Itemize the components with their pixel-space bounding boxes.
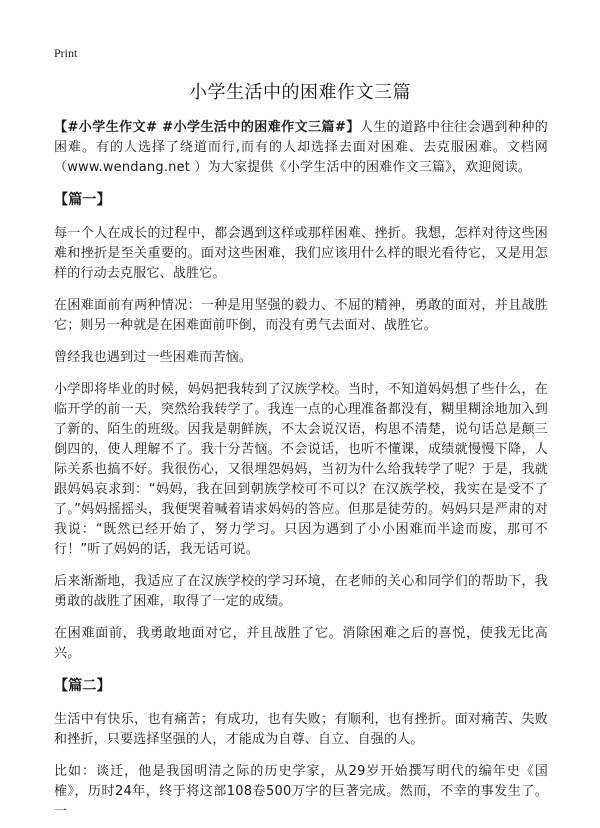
print-link[interactable]: Print (54, 46, 78, 60)
intro-tag: 【#小学生作文# #小学生活中的困难作文三篇#】 (54, 120, 360, 135)
intro-paragraph (54, 118, 548, 178)
paragraph: 在困难面前，我勇敢地面对它，并且战胜了它。消除困难之后的喜悦，使我无比高兴。 (54, 626, 548, 661)
section-heading-1: 【篇一】 (54, 192, 111, 208)
paragraph: 比如：谈迁，他是我国明清之际的历史学家，从29岁开始撰写明代的编年史《国榷》，历时24年，终于将这部108卷500万字的巨著完成。然而，不幸的事发生了。一 (54, 764, 548, 819)
paragraph: 后来渐渐地，我适应了在汉族学校的学习环境，在老师的关心和同学们的帮助下，我勇敢的战胜了困难，取得了一定的成绩。 (54, 574, 548, 609)
section-heading-2: 【篇二】 (54, 678, 111, 694)
paragraph: 每一个人在成长的过程中，都会遇到这样或那样困难、挫折。我想，怎样对待这些困难和挫折是至关重要的。面对这些困难，我们应该用什么样的眼光看待它，又是用怎样的行动去克服它、战胜它。 (54, 226, 548, 281)
paragraph: 生活中有快乐，也有痛苦；有成功，也有失败；有顺利，也有挫折。面对痛苦、失败和挫折，只要选择坚强的人，才能成为自尊、自立、自强的人。 (54, 712, 548, 747)
paragraph: 曾经我也遇到过一些困难而苦恼。 (54, 350, 253, 365)
paragraph: 小学即将毕业的时候，妈妈把我转到了汉族学校。当时，不知道妈妈想了些什么，在临开学的前一天，突然给我转学了。我连一点的心理准备都没有，糊里糊涂地加入到了新的、陌生的班级。因我是朝鲜族，不太会说汉语，构思不清楚，说句话总是颠三倒四的，使人理解不了。我十分苦恼。不会说话，也听不懂课，成绩就慢慢下降，人际关系也搞不好。我很伤心，又很埋怨妈妈，当初为什么给我转学了呢？于是，我就跟妈妈哀求到：“妈妈，我在回到朝族学校可不可以？在汉族学校，我实在是受不了了。”妈妈摇摇头，我便哭着喊着请求妈妈的答应。但那是徒劳的。妈妈只是严肃的对我说：“既然已经开始了，努力学习。只因为遇到了小小困难而半途而废，那可不行！”听了妈妈的话，我无话可说。 (54, 382, 548, 557)
paragraph: 在困难面前有两种情况：一种是用坚强的毅力、不屈的精神，勇敢的面对，并且战胜它；则另一种就是在困难面前吓倒，而没有勇气去面对、战胜它。 (54, 298, 548, 333)
intro-text: 人生的道路中往往会遇到种种的困难。有的人选择了绕道而行,而有的人却选择去面对困难、去克服困难。文档网（www.wendang.net ）为大家提供《小学生活中的困难作文三篇》，欢迎阅读。 (54, 120, 548, 175)
document-body (54, 118, 548, 828)
document-title: 小学生活中的困难作文三篇 (189, 82, 411, 103)
